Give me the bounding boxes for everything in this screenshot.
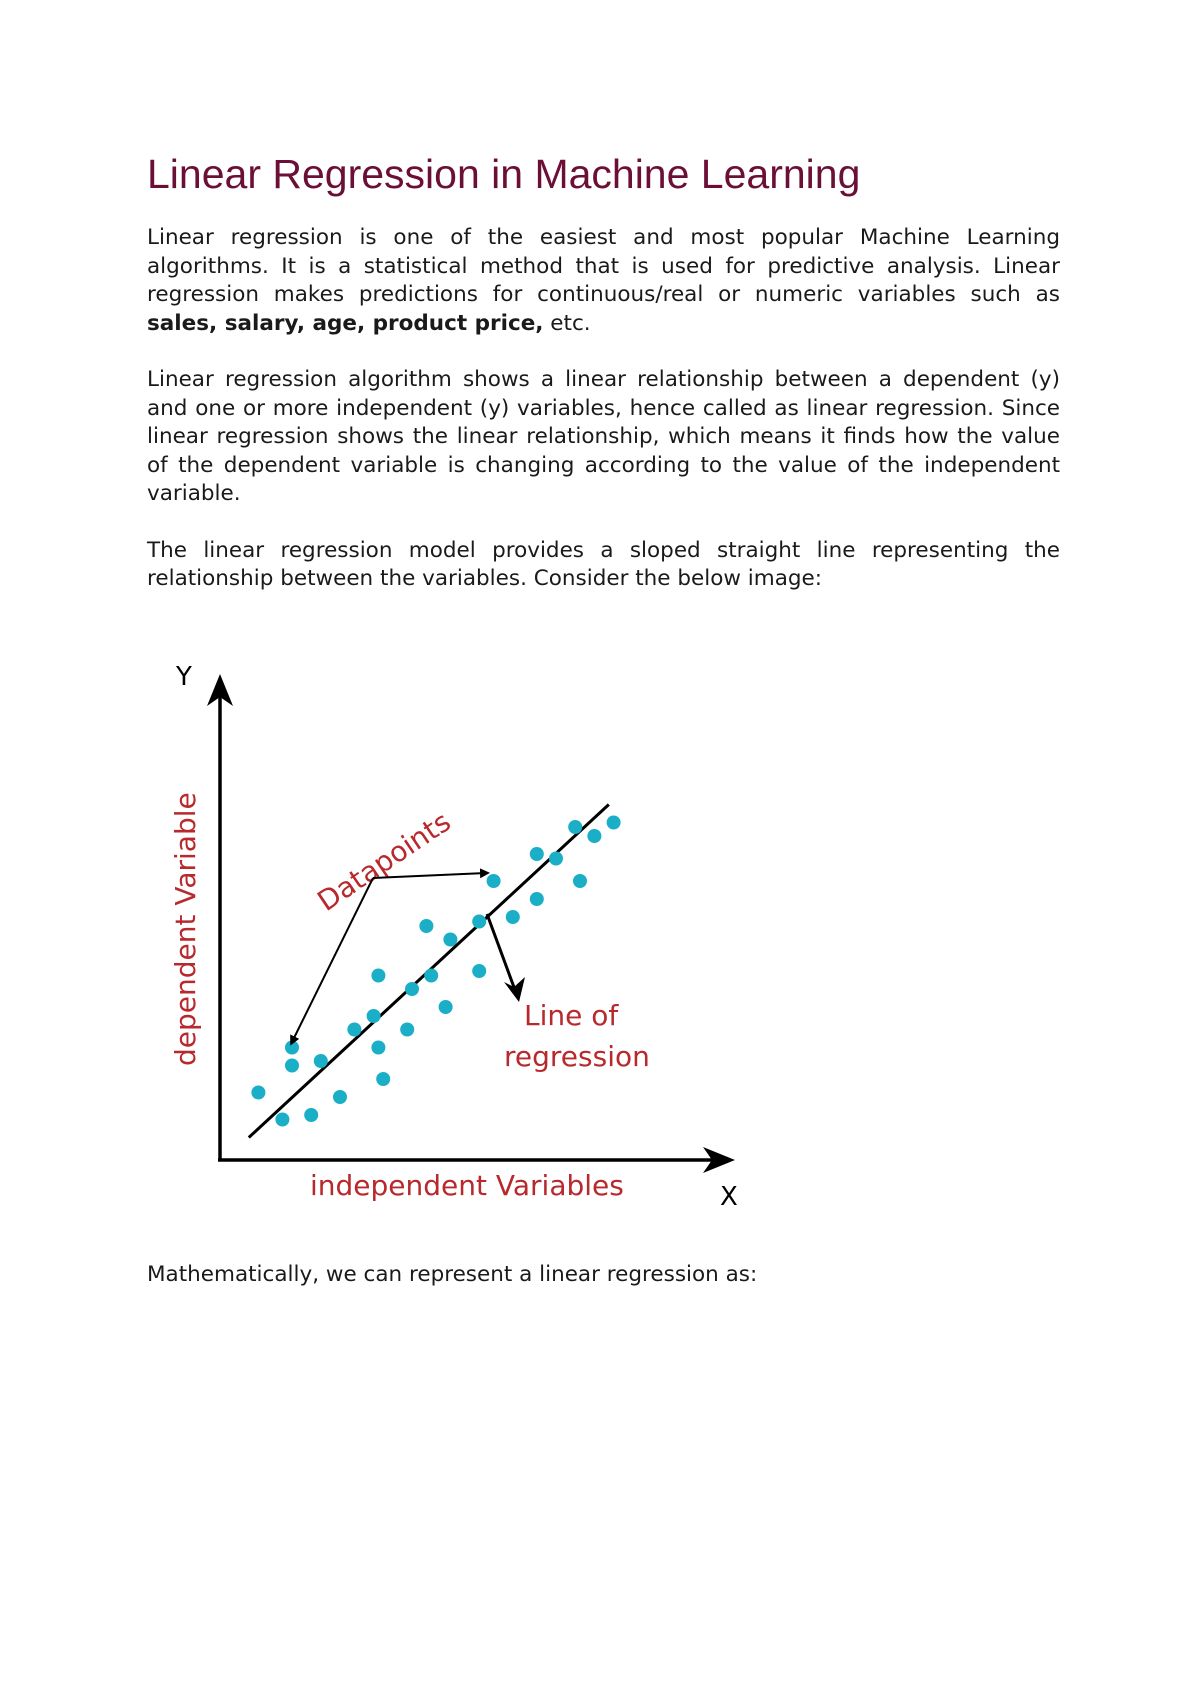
y-axis-letter: Y (176, 662, 192, 692)
x-axis-label: independent Variables (310, 1169, 624, 1202)
datapoint-23 (530, 892, 544, 906)
datapoint-27 (573, 874, 587, 888)
datapoint-10 (371, 1041, 385, 1055)
paragraph-intro (147, 224, 1060, 338)
datapoint-3 (285, 1059, 299, 1073)
datapoint-18 (443, 933, 457, 947)
datapoint-25 (549, 852, 563, 866)
datapoint-17 (439, 1000, 453, 1014)
datapoint-14 (405, 982, 419, 996)
datapoint-15 (419, 919, 433, 933)
datapoint-28 (587, 829, 601, 843)
datapoint-4 (285, 1041, 299, 1055)
paragraph-intro-text: Linear regression is one of the easiest and most popular Machine Learning algorithms. It is a statistical method that is used for predictive analysis. Linear regression makes predictions for continuous/real or numeric variables such as (147, 225, 1060, 308)
datapoint-6 (314, 1054, 328, 1068)
datapoints-label: Datapoints (311, 804, 457, 918)
paragraph-intro-bold: sales, salary, age, product price, (147, 310, 544, 336)
datapoint-1 (251, 1086, 265, 1100)
page-title: Linear Regression in Machine Learning (147, 151, 861, 197)
datapoint-22 (506, 910, 520, 924)
datapoint-26 (568, 820, 582, 834)
datapoint-12 (376, 1072, 390, 1086)
datapoint-16 (424, 969, 438, 983)
datapoints-group (251, 816, 620, 1127)
document-page (147, 150, 1060, 622)
paragraph-model: The linear regression model provides a sloped straight line representing the relationship between the variables. Consider the below image: (147, 537, 1060, 592)
datapoint-11 (371, 969, 385, 983)
datapoint-19 (472, 964, 486, 978)
datapoint-29 (607, 816, 621, 830)
regression-label-line1: Line of (524, 999, 619, 1032)
math-intro-text: Mathematically, we can represent a linear regression as: (147, 1262, 758, 1287)
datapoint-8 (347, 1023, 361, 1037)
datapoint-20 (472, 915, 486, 929)
datapoint-13 (400, 1023, 414, 1037)
x-axis-letter: X (720, 1182, 738, 1212)
regression-chart (140, 650, 760, 1220)
datapoint-21 (487, 874, 501, 888)
datapoint-24 (530, 847, 544, 861)
y-axis-label: dependent Variable (169, 792, 202, 1066)
datapoint-2 (275, 1113, 289, 1127)
regression-arrow-head-icon (504, 977, 525, 1002)
regression-label-line2: regression (504, 1040, 650, 1073)
datapoint-9 (367, 1009, 381, 1023)
paragraph-intro-tail: etc. (543, 310, 591, 336)
datapoint-7 (333, 1090, 347, 1104)
datapoint-5 (304, 1108, 318, 1122)
regression-arrow (487, 914, 515, 990)
regression-figure (140, 650, 760, 1220)
paragraph-relationship: Linear regression algorithm shows a linear relationship between a dependent (y) and one or more independent (y) variables, hence called as linear regression. Since linear regression shows the linear relationship, which means it finds how the value of the dependent variable is changing according to the value of the independent variable. (147, 367, 1060, 507)
